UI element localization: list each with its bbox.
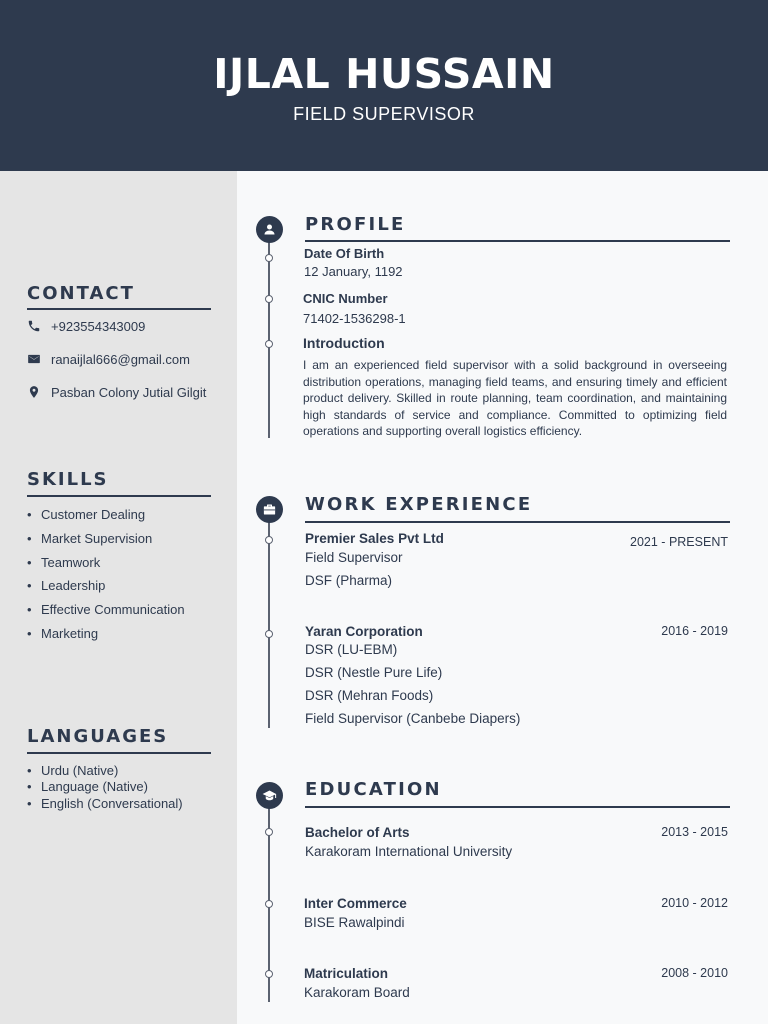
job-company: Premier Sales Pvt Ltd [305,531,444,546]
resume-header [0,0,768,171]
job-title: FIELD SUPERVISOR [293,104,475,124]
contact-address [27,382,206,402]
person-name: IJLAL HUSSAIN [213,50,555,98]
timeline-node [265,295,273,303]
profile-divider [305,240,730,242]
skill-item: • Effective Communication [27,602,185,626]
language-item: • Urdu (Native) [27,763,183,779]
job-line: Field Supervisor [305,550,403,565]
skill-item: • Marketing [27,626,185,650]
education-school: Karakoram International University [305,844,513,859]
work-experience-heading: WORK EXPERIENCE [305,494,533,515]
job-company: Yaran Corporation [305,624,423,639]
education-dates: 2010 - 2012 [661,896,728,910]
skill-item: • Customer Dealing [27,507,185,531]
introduction-text: I am an experienced field supervisor with a solid background in overseeing distribution operations, managing field teams, and ensuring timely and efficient product delivery. Skilled in route planning, team coordination, and maintaining high standards of service and compliance. Committed to optimizing field operations and supporting overall logistics efficiency. [303,358,727,439]
cnic-value: 71402-1536298-1 [303,311,406,326]
work-divider [305,521,730,523]
contact-divider [27,308,211,310]
languages-heading: LANGUAGES [27,726,169,747]
job-line: DSR (Mehran Foods) [305,688,434,703]
education-school: BISE Rawalpindi [304,915,405,930]
job-line: DSR (LU-EBM) [305,642,398,657]
skills-list [27,507,185,650]
work-timeline [268,522,270,728]
education-divider [305,806,730,808]
job-line: DSF (Pharma) [305,573,393,588]
languages-list [27,763,183,812]
timeline-node [265,900,273,908]
skills-heading: SKILLS [27,469,109,490]
education-section-icon [256,782,283,809]
phone-icon [27,319,41,333]
education-degree: Matriculation [304,966,389,981]
job-dates: 2016 - 2019 [661,624,728,638]
education-dates: 2013 - 2015 [661,825,728,839]
skill-item: • Teamwork [27,555,185,579]
timeline-node [265,536,273,544]
language-item: • English (Conversational) [27,796,183,812]
skills-divider [27,495,211,497]
phone-number: +923554343009 [51,318,146,334]
mail-icon [27,352,41,366]
dob-value: 12 January, 1192 [304,264,403,279]
location-pin-icon [27,385,41,399]
timeline-node [265,254,273,262]
graduation-cap-icon [262,788,277,803]
email-address: ranaijlal666@gmail.com [51,351,190,367]
profile-heading: PROFILE [305,214,406,235]
education-dates: 2008 - 2010 [661,966,728,980]
skill-item: • Leadership [27,578,185,602]
job-line: Field Supervisor (Canbebe Diapers) [305,711,521,726]
education-heading: EDUCATION [305,779,442,800]
timeline-node [265,630,273,638]
contact-phone[interactable] [27,316,145,336]
job-dates: 2021 - PRESENT [630,535,728,549]
skill-item: • Market Supervision [27,531,185,555]
timeline-node [265,340,273,348]
work-section-icon [256,496,283,523]
contact-email[interactable] [27,349,190,369]
person-icon [262,222,277,237]
briefcase-icon [262,502,277,517]
education-degree: Bachelor of Arts [305,825,410,840]
education-degree: Inter Commerce [304,896,407,911]
education-school: Karakoram Board [304,985,410,1000]
job-line: DSR (Nestle Pure Life) [305,665,443,680]
address-text: Pasban Colony Jutial Gilgit [51,384,207,400]
profile-section-icon [256,216,283,243]
languages-divider [27,752,211,754]
cnic-label: CNIC Number [303,291,388,306]
contact-heading: CONTACT [27,283,135,304]
timeline-node [265,828,273,836]
timeline-node [265,970,273,978]
introduction-label: Introduction [303,335,385,351]
language-item: • Language (Native) [27,779,183,795]
dob-label: Date Of Birth [304,246,385,261]
